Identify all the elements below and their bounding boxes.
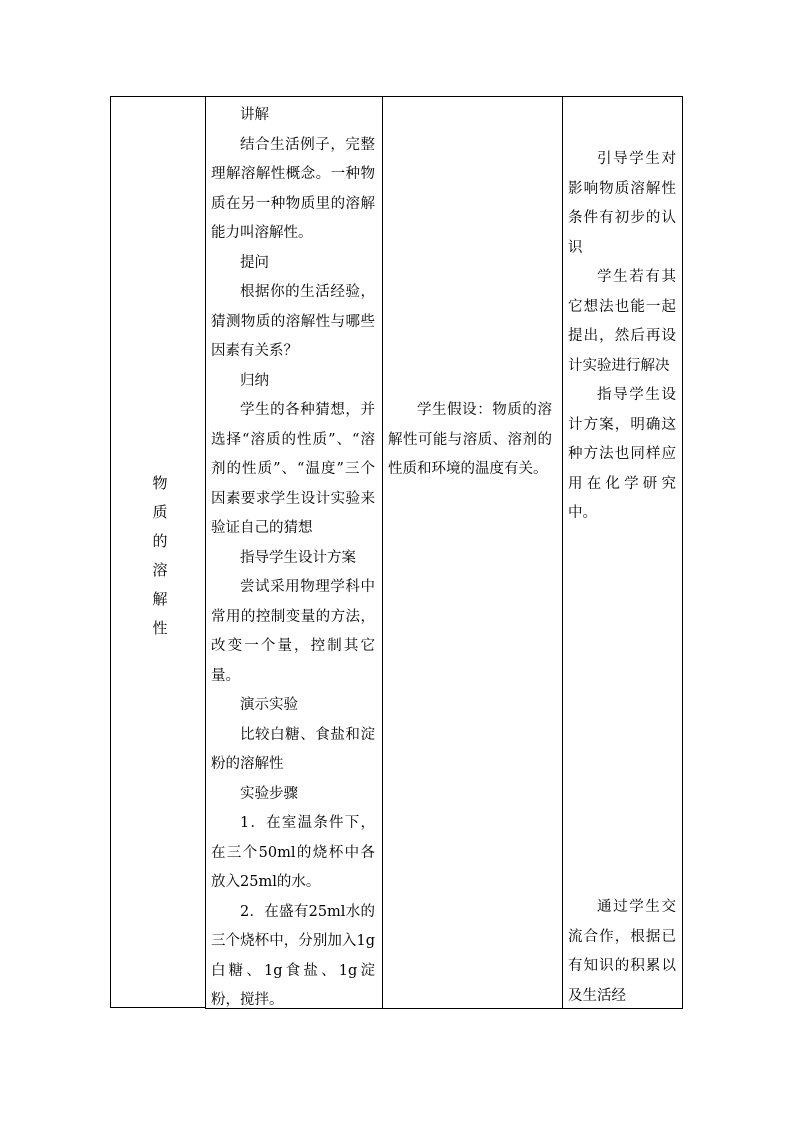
teacher-para: 1．在室温条件下，在三个50ml的烧杯中各放入25ml的水。 (211, 815, 375, 890)
table-left-border (110, 96, 111, 1008)
student-para: 学生假设：物质的溶解性可能与溶质、溶剂的性质和环境的温度有关。 (388, 402, 552, 477)
intent-para: 通过学生交流合作，根据已有知识的积累以及生活经 (568, 899, 676, 1004)
topic-char: 质 (152, 503, 168, 521)
student-activity-cell (388, 396, 552, 485)
col-divider-1 (205, 96, 206, 1009)
table-top-border (110, 96, 683, 97)
col-divider-3 (562, 96, 563, 1009)
topic-char: 溶 (152, 561, 168, 579)
topic-char: 物 (152, 474, 168, 492)
topic-cell (150, 469, 170, 643)
intent-para: 学生若有其它想法也能一起提出，然后再设计实验进行解决 (568, 269, 676, 374)
col-divider-2 (382, 96, 383, 1009)
teacher-activity-cell (211, 101, 375, 1016)
teacher-para: 讲解 (240, 107, 269, 123)
design-intent-cell (568, 145, 676, 529)
teacher-para: 归纳 (240, 372, 269, 389)
teacher-para: 2．在盛有25ml水的三个烧杯中，分别加入1g白糖、1g食盐、1g淀粉，搅拌。 (211, 903, 375, 1008)
teacher-para: 尝试采用物理学科中常用的控制变量的方法，改变一个量，控制其它量。 (211, 579, 375, 684)
table-bottom-border-left (110, 1007, 206, 1008)
teacher-para: 指导学生设计方案 (240, 549, 356, 566)
teacher-para: 比较白糖、食盐和淀粉的溶解性 (211, 726, 375, 772)
teacher-para: 结合生活例子，完整理解溶解性概念。一种物质在另一种物质里的溶解能力叫溶解性。 (211, 136, 375, 241)
intent-para: 引导学生对影响物质溶解性条件有初步的认识 (568, 151, 676, 256)
teacher-para: 学生的各种猜想，并选择“溶质的性质”、“溶剂的性质”、“温度”三个因素要求学生设计实验来验证自己的猜想 (211, 402, 375, 536)
teacher-para: 根据你的生活经验，猜测物质的溶解性与哪些因素有关系？ (211, 284, 375, 359)
teacher-para: 演示实验 (240, 697, 298, 713)
topic-char: 性 (152, 619, 168, 637)
intent-para: 指导学生设计方案，明确这种方法也同样应用在化学研究中。 (568, 387, 676, 521)
teacher-para: 提问 (240, 254, 269, 271)
topic-char: 解 (152, 590, 168, 608)
teacher-para: 实验步骤 (240, 785, 298, 802)
topic-char: 的 (152, 532, 168, 550)
table-right-border (682, 96, 683, 1009)
design-intent-cell-bottom (568, 893, 676, 1011)
